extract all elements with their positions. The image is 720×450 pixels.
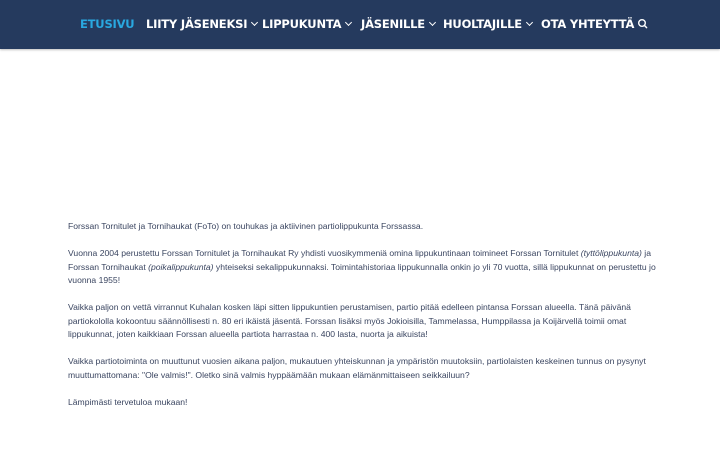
nav-item-jasenille[interactable] <box>361 0 435 49</box>
main-content <box>68 220 658 423</box>
nav-item-ota-yhteytta[interactable] <box>541 0 634 49</box>
nav-item-label: OTA YHTEYTTÄ <box>541 17 635 31</box>
main-navbar <box>0 0 720 49</box>
chevron-down-icon <box>345 19 352 26</box>
nav-item-liity-jaseneksi[interactable] <box>146 0 257 49</box>
nav-item-label: LIPPUKUNTA <box>262 17 342 31</box>
history-text: Vuonna 2004 perustettu Forssan Tornitulet ja Tornihaukat Ry yhdisti vuosikymmeniä omina lippukuntinaan toimineet Forssan Tornitulet <box>68 248 581 258</box>
intro-paragraph: Forssan Tornitulet ja Tornihaukat (FoTo) on touhukas ja aktiivinen partiolippukunta Forssassa. <box>68 221 424 231</box>
activity-paragraph: Vaikka paljon on vettä virrannut Kuhalan kosken läpi sitten lippukuntien perustamisen, partio pitää edelleen pintansa Forssan alueella. Tänä päivänä partiokololla kokoontuu säännöllisesti n. 80 eri ikäistä jäsentä. Forssan lisäksi myös Jokioisilla, Tammelassa, Humppilassa ja Koijärvellä toimii omat lippukunnat, joten kaikkiaan Forssan alueella partiota harrastaa n. 400 lasta, nuorta ja aikuista! <box>68 302 631 339</box>
nav-item-lippukunta[interactable] <box>262 0 351 49</box>
history-text: yhteiseksi sekalippukunnaksi. Toimintahistoriaa lippukunnalla onkin jo yli 70 vuotta, sillä lippukunnat on perustettu jo vuonna 1955! <box>68 261 656 285</box>
nav-item-label: ETUSIVU <box>80 17 135 31</box>
nav-item-huoltajille[interactable] <box>443 0 532 49</box>
chevron-down-icon <box>526 19 533 26</box>
motto-paragraph: Vaikka partiotoiminta on muuttunut vuosien aikana paljon, mukautuen yhteiskunnan ja ympäristön muutoksiin, partiolaisten keskeinen tunnus on pysynyt muuttumattomana: "Ole valmis!". Oletko sinä valmis hyppäämään mukaan elämänmittaiseen seikkailuun? <box>68 356 646 380</box>
welcome-paragraph: Lämpimästi tervetuloa mukaan! <box>68 396 188 407</box>
nav-item-etusivu[interactable] <box>80 0 134 49</box>
nav-item-label: HUOLTAJILLE <box>443 17 522 31</box>
history-note-girls: (tyttölippukunta) <box>580 248 642 258</box>
search-icon <box>636 17 650 31</box>
history-note-boys: (poikalippukunta) <box>148 261 214 272</box>
chevron-down-icon <box>429 19 436 26</box>
search-button[interactable] <box>636 17 650 31</box>
nav-item-label: JÄSENILLE <box>361 17 425 31</box>
nav-item-label: LIITY JÄSENEKSI <box>146 17 248 31</box>
history-text: ja Forssan Tornihaukat <box>68 248 651 272</box>
history-paragraph <box>68 247 658 288</box>
chevron-down-icon <box>251 19 258 26</box>
